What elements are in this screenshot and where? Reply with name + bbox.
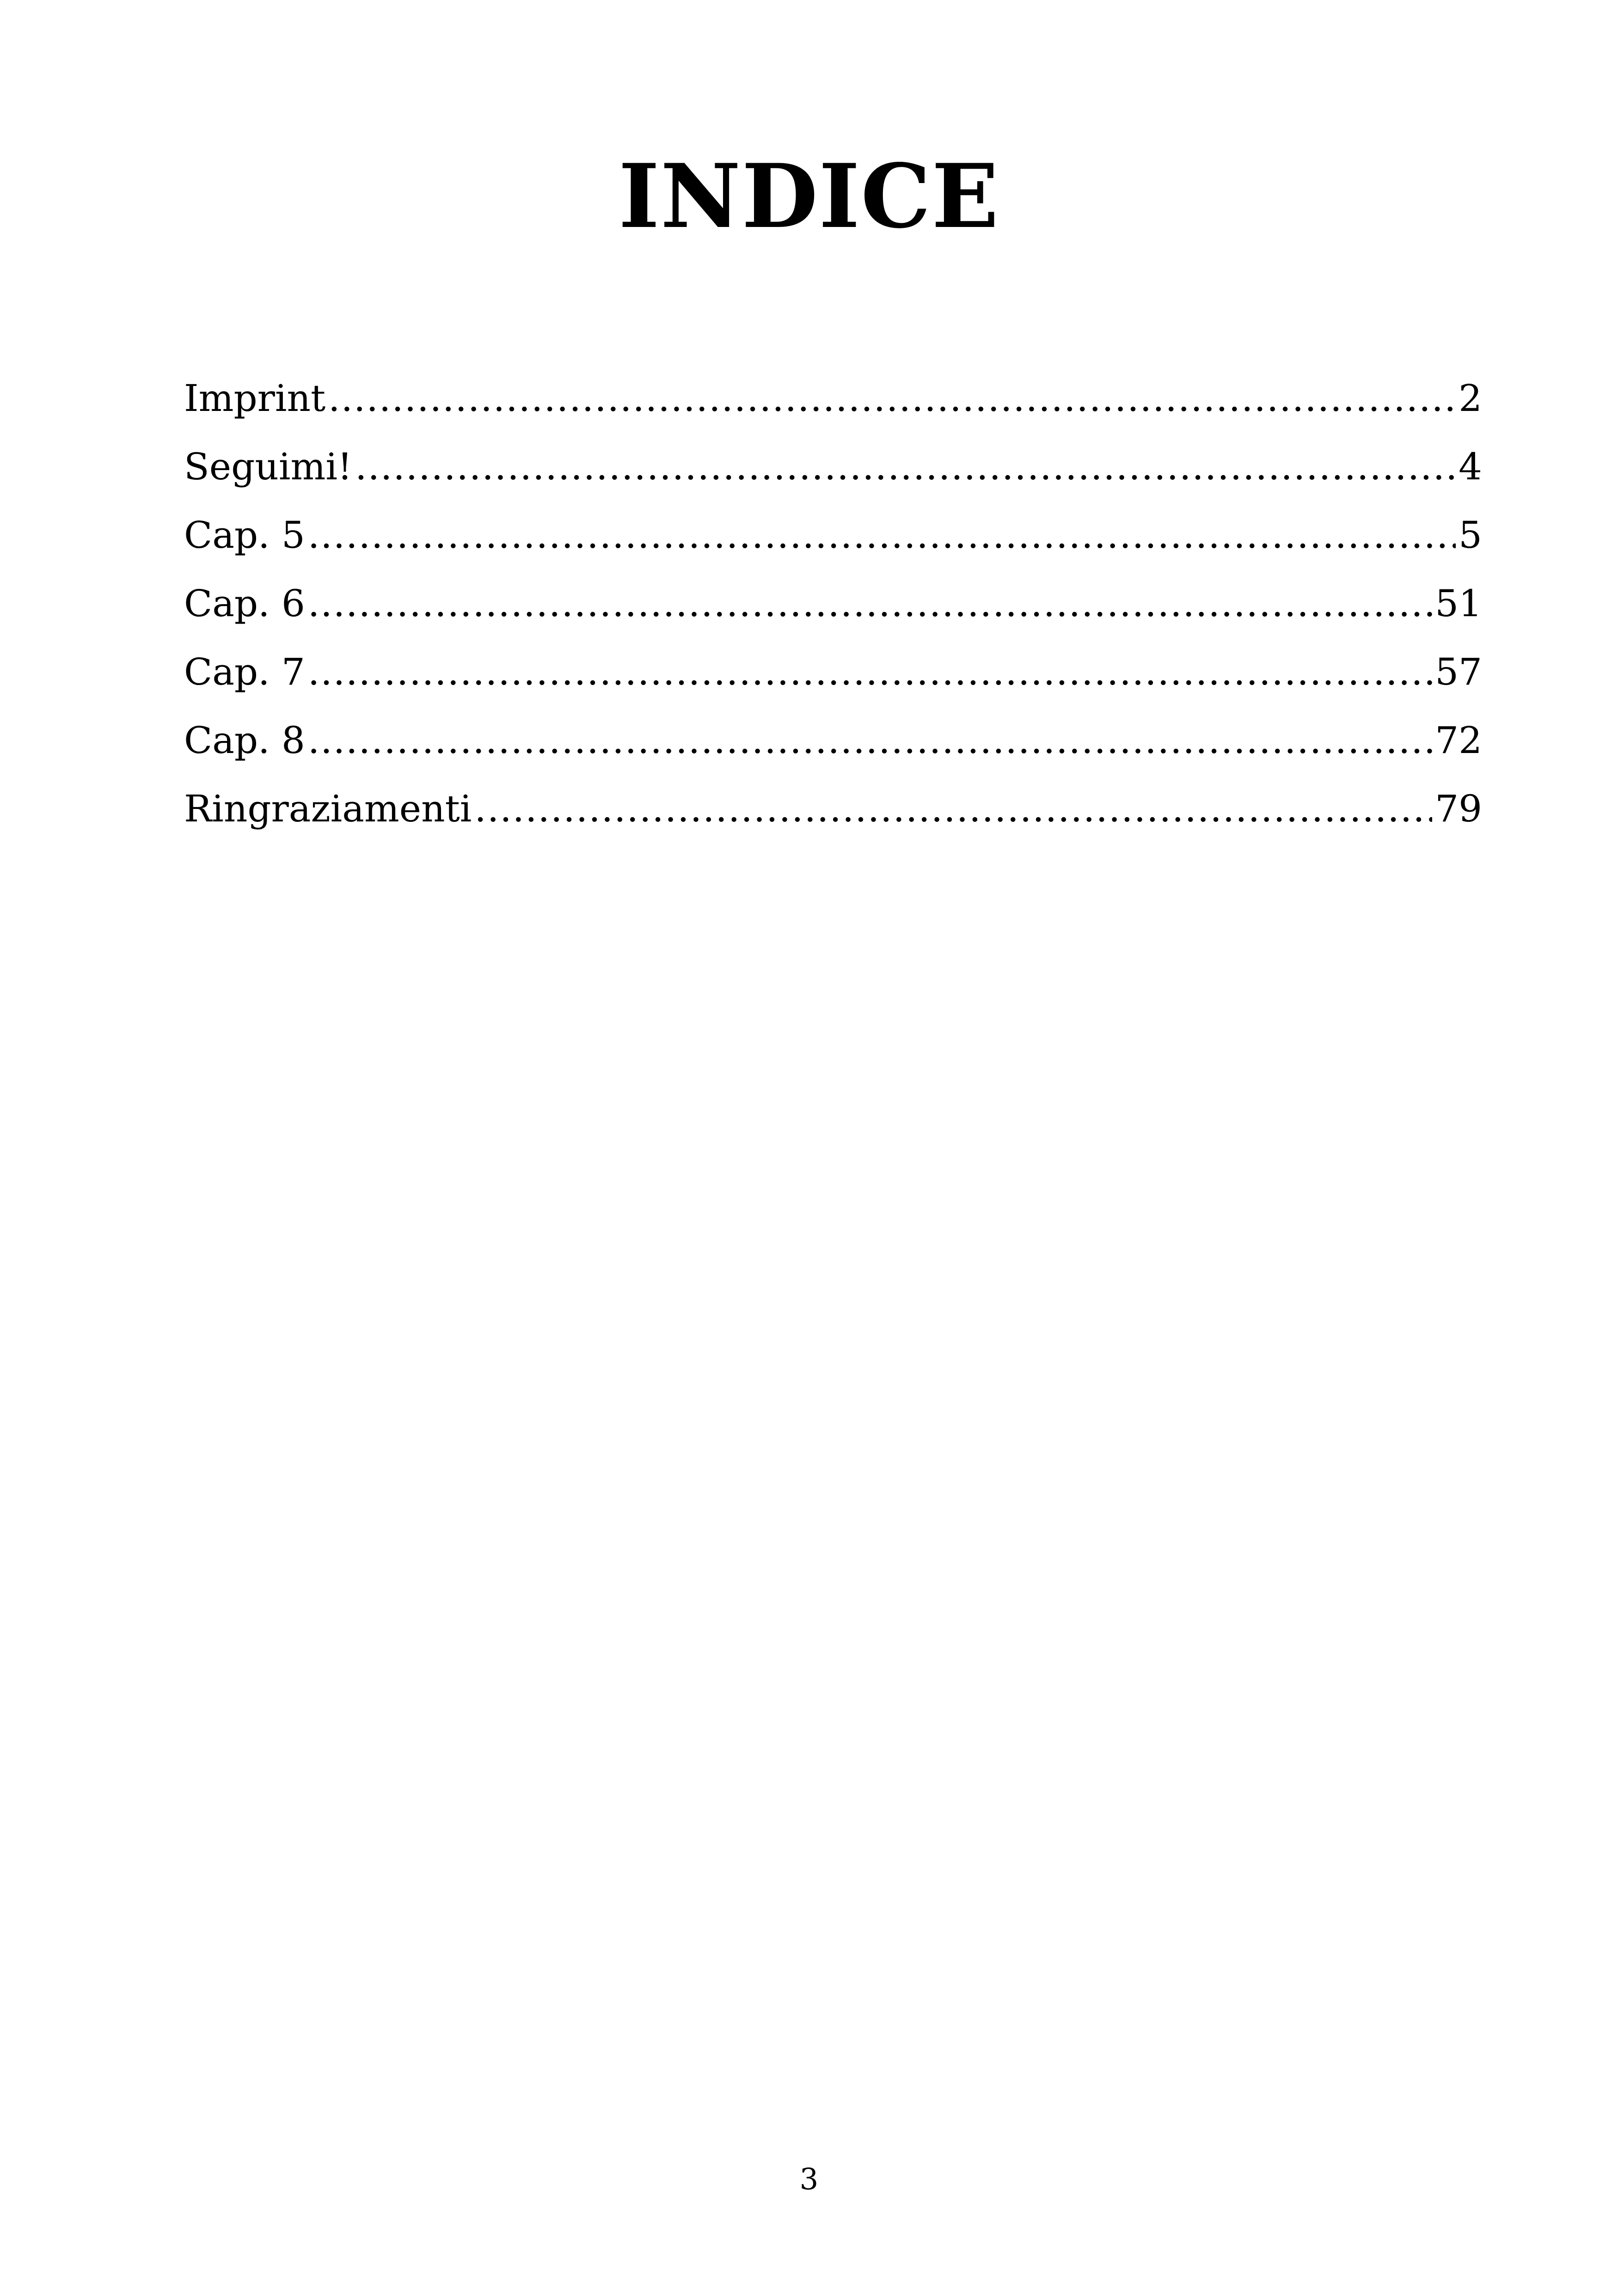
toc-dot-leader xyxy=(355,433,1456,501)
toc-entry-page: 72 xyxy=(1435,719,1482,762)
toc-entry-label: Cap. 7 xyxy=(184,650,305,693)
toc-entry-cap-6[interactable] xyxy=(184,569,1482,638)
toc-dot-leader xyxy=(308,638,1432,706)
toc-entry-seguimi[interactable] xyxy=(184,433,1482,501)
toc-entry-page: 5 xyxy=(1459,514,1482,557)
toc-dot-leader xyxy=(474,775,1432,843)
toc-entry-page: 4 xyxy=(1459,445,1482,488)
page-number: 3 xyxy=(799,2162,819,2197)
table-of-contents xyxy=(184,364,1482,843)
toc-dot-leader xyxy=(308,569,1432,638)
toc-entry-label: Seguimi! xyxy=(184,445,353,488)
toc-entry-label: Cap. 5 xyxy=(184,514,305,557)
toc-entry-page: 51 xyxy=(1435,582,1482,625)
toc-dot-leader xyxy=(328,364,1456,433)
page-title: INDICE xyxy=(618,145,1000,248)
toc-entry-cap-5[interactable] xyxy=(184,501,1482,569)
toc-entry-cap-8[interactable] xyxy=(184,706,1482,775)
toc-entry-ringraziamenti[interactable] xyxy=(184,775,1482,843)
toc-dot-leader xyxy=(308,501,1456,569)
toc-entry-label: Imprint xyxy=(184,377,326,420)
toc-entry-label: Ringraziamenti xyxy=(184,787,472,830)
toc-entry-label: Cap. 6 xyxy=(184,582,305,625)
toc-entry-label: Cap. 8 xyxy=(184,719,305,762)
toc-dot-leader xyxy=(308,706,1432,775)
toc-entry-imprint[interactable] xyxy=(184,364,1482,433)
toc-entry-page: 79 xyxy=(1435,787,1482,830)
toc-entry-page: 2 xyxy=(1459,377,1482,420)
toc-entry-page: 57 xyxy=(1435,650,1482,693)
toc-entry-cap-7[interactable] xyxy=(184,638,1482,706)
